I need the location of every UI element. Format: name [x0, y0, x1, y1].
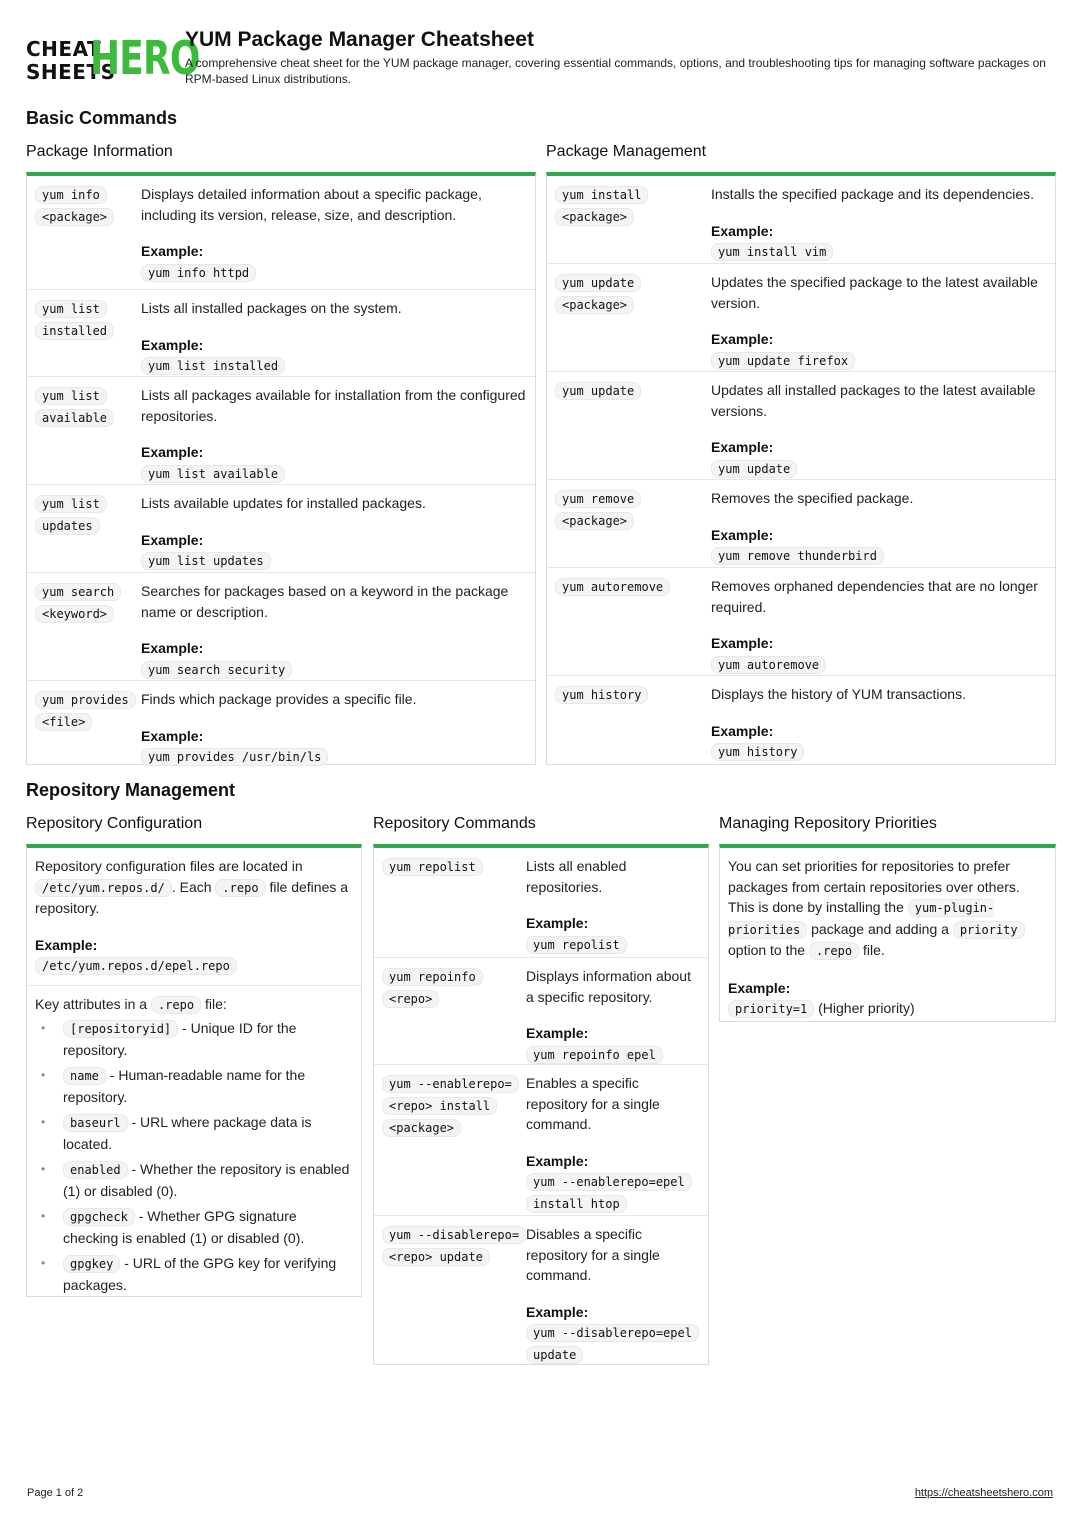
attribute-description: - URL where package data is located.	[63, 1113, 312, 1152]
command-description-cell	[141, 581, 527, 677]
example-code: /etc/yum.repos.d/epel.repo	[35, 957, 237, 975]
command-row	[27, 377, 535, 485]
attribute-list	[35, 1018, 353, 1296]
command-description-cell	[526, 1224, 700, 1362]
command-description: Updates all installed packages to the latest available versions.	[711, 382, 1036, 419]
attribute-key: baseurl	[63, 1114, 128, 1132]
command-row	[547, 480, 1055, 568]
command-code: yum update <package>	[555, 274, 641, 314]
card-title-repository-commands: Repository Commands	[373, 815, 536, 832]
attribute-item	[35, 1065, 353, 1108]
command-code: yum provides <file>	[35, 691, 136, 731]
command-row	[547, 676, 1055, 765]
command-description: Lists all packages available for installation from the configured repositories.	[141, 387, 526, 424]
card-package-information	[26, 172, 536, 765]
example-code: yum history	[711, 743, 804, 761]
command-code: yum info <package>	[35, 186, 114, 226]
command-code: yum autoremove	[555, 578, 670, 596]
priority-code: priority	[953, 921, 1025, 939]
command-cell	[35, 298, 141, 370]
command-code: yum --disablerepo=<repo> update	[382, 1226, 526, 1266]
attribute-description: - Whether GPG signature checking is enabled (1) or disabled (0).	[63, 1207, 305, 1246]
command-code: yum repolist	[382, 858, 483, 876]
command-row	[374, 848, 708, 958]
command-row	[27, 681, 535, 765]
command-code: yum list installed	[35, 300, 114, 340]
command-description: Lists all installed packages on the system.	[141, 300, 402, 316]
repo-ext-code: .repo	[809, 942, 859, 960]
example-code: yum list updates	[141, 552, 271, 570]
command-description: Installs the specified package and its dependencies.	[711, 186, 1034, 202]
command-code: yum list updates	[35, 495, 107, 535]
section-title-repository-management: Repository Management	[26, 780, 236, 800]
example-label: Example:	[711, 222, 774, 239]
attribute-item	[35, 1018, 353, 1061]
command-cell	[35, 184, 141, 283]
card-repository-commands	[373, 844, 709, 1365]
logo-text-hero: HERO	[90, 31, 200, 85]
example-label: Example:	[728, 979, 791, 996]
command-cell	[555, 272, 711, 365]
page-title: YUM Package Manager Cheatsheet	[185, 28, 534, 51]
command-cell	[35, 689, 141, 759]
attribute-description: - Human-readable name for the repository.	[63, 1066, 306, 1105]
attribute-item	[35, 1112, 353, 1155]
example-code: yum update	[711, 460, 797, 478]
plugin-code: yum-plugin-priorities	[728, 901, 995, 937]
attrs-text: Key attributes in a	[35, 996, 148, 1012]
command-description: Lists available updates for installed packages.	[141, 495, 426, 511]
command-row	[27, 290, 535, 377]
attribute-key: gpgkey	[63, 1255, 120, 1273]
command-description-cell	[711, 380, 1047, 476]
repo-config-intro	[27, 848, 361, 986]
page-header	[26, 28, 1056, 92]
repository-commands-rows	[374, 848, 708, 1361]
example-label: Example:	[711, 526, 774, 543]
command-row	[27, 573, 535, 681]
command-description-cell	[526, 856, 700, 951]
page-subtitle: A comprehensive cheat sheet for the YUM package manager, covering essential commands, options, and troubleshooting tips for managing software packages on RPM-based Linux distributions.	[185, 56, 1046, 86]
attribute-item	[35, 1253, 353, 1296]
command-description-cell	[711, 488, 1047, 561]
intro-text-each: . Each	[171, 878, 212, 895]
example-code: yum remove thunderbird	[711, 547, 884, 565]
example-label: Example:	[711, 722, 774, 739]
page-number: Page 1 of 2	[27, 1487, 84, 1499]
command-row	[547, 264, 1055, 372]
example-label: Example:	[711, 439, 774, 455]
command-cell	[382, 966, 526, 1058]
command-code: yum repoinfo <repo>	[382, 968, 483, 1008]
command-cell	[555, 684, 711, 759]
command-cell	[382, 1224, 526, 1355]
attribute-key: gpgcheck	[63, 1208, 135, 1226]
example-code: yum --enablerepo=epel install htop	[526, 1173, 692, 1213]
command-description: Searches for packages based on a keyword in the package name or description.	[141, 583, 509, 620]
card-repository-configuration	[26, 844, 362, 1297]
intro-text: Repository configuration files are located in	[35, 858, 303, 874]
command-description: Finds which package provides a specific file.	[141, 691, 417, 707]
command-cell	[35, 385, 141, 478]
command-row	[547, 176, 1055, 264]
example-note: (Higher priority)	[818, 1000, 915, 1016]
attrs-text-end: file:	[204, 996, 227, 1012]
command-description-cell	[526, 966, 700, 1062]
command-code: yum list available	[35, 387, 114, 427]
command-code: yum history	[555, 686, 648, 704]
example-label: Example:	[526, 915, 589, 931]
repo-ext-code: .repo	[215, 879, 265, 897]
command-description-cell	[141, 298, 527, 373]
command-cell	[555, 576, 711, 669]
example-code: yum list installed	[141, 357, 285, 375]
cheatsheetshero-logo[interactable]	[26, 31, 200, 85]
command-description-cell	[711, 576, 1047, 672]
command-code: yum update	[555, 382, 641, 400]
example-code: yum search security	[141, 661, 292, 679]
card-title-package-management: Package Management	[546, 143, 707, 160]
logo-text-sheets: SHEETS	[26, 60, 116, 84]
command-description: Displays information about a specific repository.	[526, 968, 691, 1005]
priorities-text-b: package and adding a	[811, 920, 949, 937]
logo-text-cheat: CHEAT	[26, 37, 102, 61]
command-cell	[382, 856, 526, 951]
command-cell	[555, 380, 711, 473]
attribute-key: name	[63, 1067, 106, 1085]
example-code: yum --disablerepo=epel update	[526, 1324, 699, 1364]
card-title-repository-configuration: Repository Configuration	[26, 815, 203, 832]
command-description: Removes the specified package.	[711, 490, 914, 506]
command-cell	[382, 1073, 526, 1209]
repos-dir-code: /etc/yum.repos.d/	[35, 879, 172, 897]
command-description: Updates the specified package to the latest available version.	[711, 274, 1038, 311]
example-code: yum list available	[141, 465, 285, 483]
example-label: Example:	[526, 1303, 589, 1320]
example-code: priority=1	[728, 1000, 814, 1018]
command-description-cell	[141, 689, 527, 764]
command-description: Removes orphaned dependencies that are no longer required.	[711, 578, 1038, 615]
repo-ext-code: .repo	[151, 996, 201, 1014]
priorities-text-d: file.	[862, 942, 885, 958]
command-description-cell	[711, 684, 1047, 759]
command-row	[27, 176, 535, 290]
attribute-item	[35, 1206, 353, 1249]
example-label: Example:	[141, 243, 204, 259]
example-code: yum autoremove	[711, 656, 826, 674]
card-repository-priorities	[719, 844, 1056, 1022]
command-row	[547, 372, 1055, 480]
command-description-cell	[526, 1073, 700, 1209]
command-description: Displays the history of YUM transactions.	[711, 686, 966, 702]
command-code: yum search <keyword>	[35, 583, 121, 623]
footer-link[interactable]: https://cheatsheetshero.com	[914, 1487, 1053, 1499]
example-code: yum repolist	[526, 936, 627, 954]
command-row	[374, 1065, 708, 1216]
priorities-text-c: option to the	[728, 942, 806, 958]
command-description: Enables a specific repository for a single command.	[526, 1075, 660, 1132]
command-description-cell	[141, 493, 527, 566]
priorities-text-a: You can set priorities for repositories to prefer packages from certain repositories over others. This is done by installing the	[728, 858, 1020, 915]
example-label: Example:	[141, 727, 204, 744]
command-description-cell	[141, 184, 527, 283]
command-description-cell	[711, 184, 1047, 257]
package-management-rows	[547, 176, 1055, 765]
command-row	[27, 485, 535, 573]
attribute-description: - Whether the repository is enabled (1) or disabled (0).	[63, 1160, 350, 1199]
command-row	[547, 568, 1055, 676]
command-description: Displays detailed information about a specific package, including its version, release, size, and description.	[141, 186, 482, 223]
repo-config-attributes	[27, 986, 361, 1308]
attribute-key: enabled	[63, 1161, 128, 1179]
example-label: Example:	[711, 331, 774, 347]
command-code: yum --enablerepo=<repo> install <package>	[382, 1075, 519, 1137]
example-code: yum install vim	[711, 243, 833, 261]
card-title-package-information: Package Information	[26, 143, 173, 160]
attribute-key: [repositoryid]	[63, 1020, 178, 1038]
example-code: yum repoinfo epel	[526, 1046, 663, 1064]
command-description: Disables a specific repository for a single command.	[526, 1226, 660, 1283]
example-label: Example:	[141, 531, 204, 548]
command-description-cell	[141, 385, 527, 481]
command-cell	[35, 493, 141, 566]
attribute-item	[35, 1159, 353, 1202]
command-description: Lists all enabled repositories.	[526, 858, 627, 895]
attribute-description: - Unique ID for the repository.	[63, 1019, 297, 1058]
priorities-text	[720, 848, 1055, 1028]
command-cell	[555, 488, 711, 561]
example-label: Example:	[141, 444, 204, 460]
command-code: yum remove <package>	[555, 490, 641, 530]
example-label: Example:	[526, 1152, 589, 1169]
package-information-rows	[27, 176, 535, 765]
command-cell	[555, 184, 711, 257]
example-label: Example:	[711, 635, 774, 651]
command-code: yum install <package>	[555, 186, 648, 226]
example-code: yum update firefox	[711, 352, 855, 370]
card-title-repository-priorities: Managing Repository Priorities	[719, 815, 937, 832]
command-row	[374, 1216, 708, 1361]
attribute-description: - URL of the GPG key for verifying packages.	[63, 1254, 337, 1293]
example-label: Example:	[35, 936, 98, 953]
example-label: Example:	[141, 640, 204, 656]
intro-text-end: file defines a repository.	[35, 878, 349, 916]
example-label: Example:	[526, 1025, 589, 1041]
section-title-basic-commands: Basic Commands	[26, 108, 178, 128]
example-label: Example:	[141, 336, 204, 353]
example-code: yum provides /usr/bin/ls	[141, 748, 328, 766]
command-row	[374, 958, 708, 1065]
example-code: yum info httpd	[141, 264, 256, 282]
command-cell	[35, 581, 141, 674]
command-description-cell	[711, 272, 1047, 368]
card-package-management	[546, 172, 1056, 765]
